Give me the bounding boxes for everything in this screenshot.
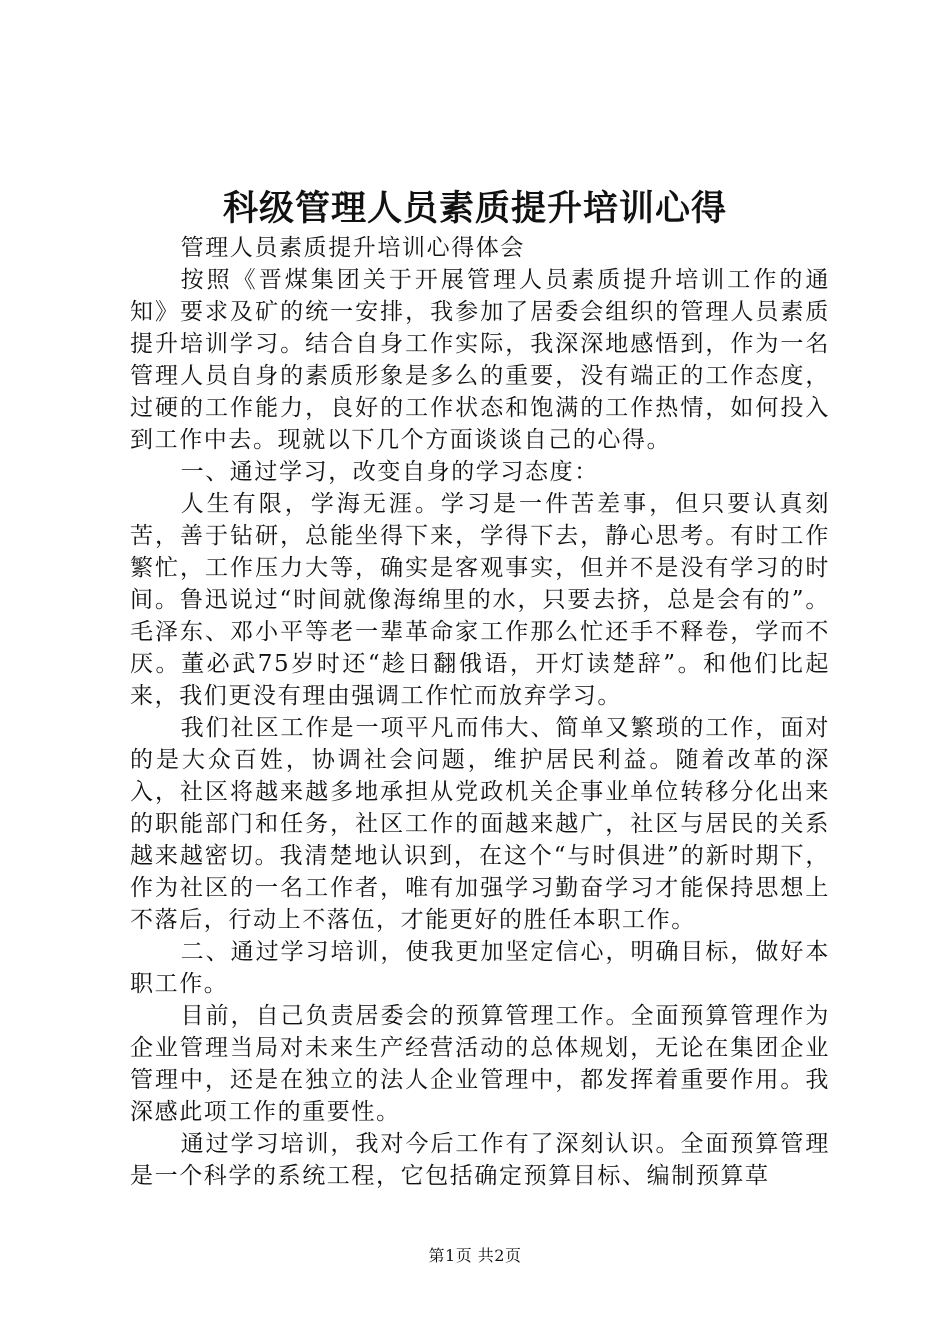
- page-number-footer: 第1页 共2页: [428, 1246, 522, 1265]
- intro-paragraph: 按照《晋煤集团关于开展管理人员素质提升培训工作的通知》要求及矿的统一安排，我参加了居委会组织的管理人员素质提升培训学习。结合自身工作实际，我深深地感悟到，作为一名管理人员自身的素质形象是多么的重要，没有端正的工作态度，过硬的工作能力，良好的工作状态和饱满的工作热情，如何投入到工作中去。现就以下几个方面谈谈自己的心得。: [130, 267, 830, 453]
- section-heading-2: 二、通过学习培训，使我更加坚定信心，明确目标，做好本职工作。: [130, 939, 830, 997]
- subtitle-paragraph: 管理人员素质提升培训心得体会: [180, 235, 525, 261]
- document-title: 科级管理人员素质提升培训心得: [222, 188, 727, 229]
- body-paragraph: 我们社区工作是一项平凡而伟大、简单又繁琐的工作，面对的是大众百姓，协调社会问题，维护居民利益。随着改革的深入，社区将越来越多地承担从党政机关企事业单位转移分化出来的职能部门和任务，社区工作的面越来越广，社区与居民的关系越来越密切。我清楚地认识到，在这个“与时俱进”的新时期下，作为社区的一名工作者，唯有加强学习勤奋学习才能保持思想上不落后，行动上不落伍，才能更好的胜任本职工作。: [130, 715, 830, 933]
- section-heading-1: 一、通过学习，改变自身的学习态度：: [180, 459, 599, 485]
- body-paragraph: 通过学习培训，我对今后工作有了深刻认识。全面预算管理是一个科学的系统工程，它包括确定预算目标、编制预算草: [130, 1131, 830, 1189]
- body-paragraph: 目前，自己负责居委会的预算管理工作。全面预算管理作为企业管理当局对未来生产经营活动的总体规划，无论在集团企业管理中，还是在独立的法人企业管理中，都发挥着重要作用。我深感此项工作的重要性。: [130, 1003, 830, 1125]
- body-paragraph: 人生有限，学海无涯。学习是一件苦差事，但只要认真刻苦，善于钻研，总能坐得下来，学得下去，静心思考。有时工作繁忙，工作压力大等，确实是客观事实，但并不是没有学习的时间。鲁迅说过“时间就像海绵里的水，只要去挤，总是会有的”。毛泽东、邓小平等老一辈革命家工作那么忙还手不释卷，学而不厌。董必武75岁时还“趁日翻俄语，开灯读楚辞”。和他们比起来，我们更没有理由强调工作忙而放弃学习。: [130, 491, 830, 709]
- document-body: [130, 232, 830, 1192]
